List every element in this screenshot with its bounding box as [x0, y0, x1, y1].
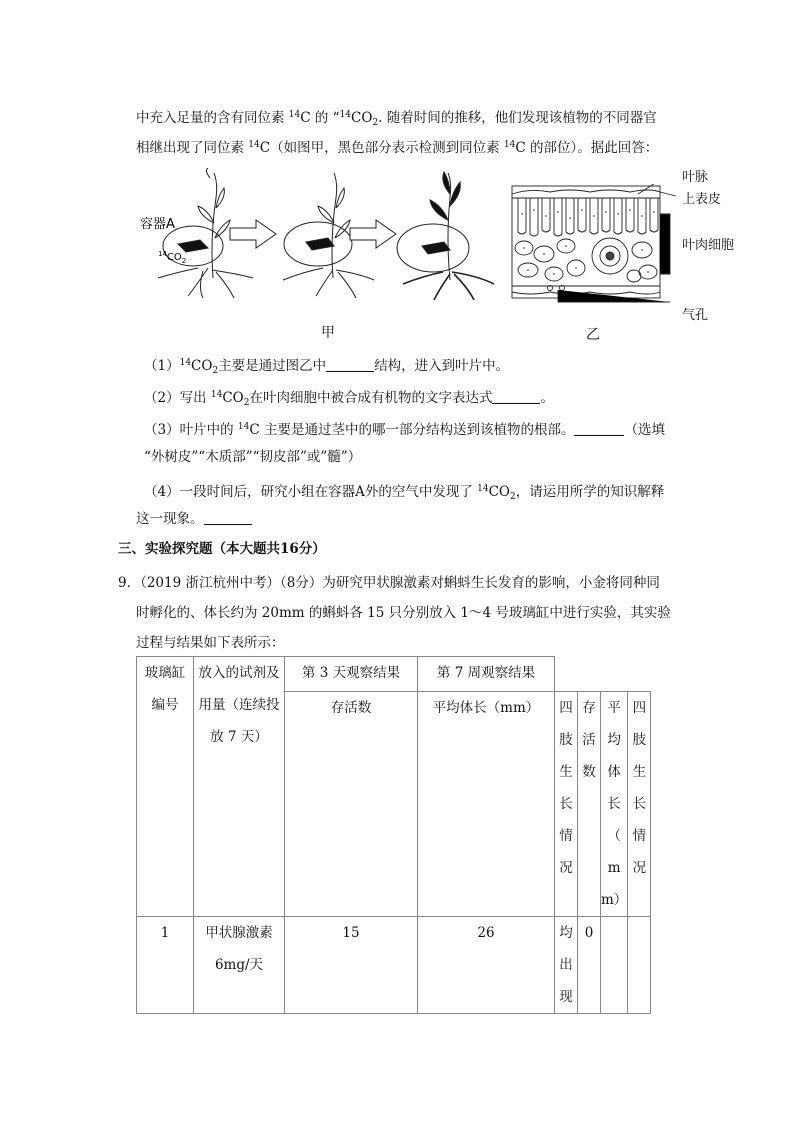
intro-line-2: 相继出现了同位素 $^{14}$C（如图甲，黑色部分表示检测到同位素 $^{14}$C 的部位）。据此回答： [136, 140, 659, 156]
header-avg-length: 平均体长（mm） [418, 692, 555, 917]
figure-yi-leaf-section [510, 184, 690, 304]
row1-survival-2: 0 [578, 917, 601, 1014]
q9-line-1: 9．（2019 浙江杭州中考）（8分）为研究甲状腺激素对蝌蚪生长发育的影响，小金将同种同 [118, 575, 660, 591]
row1-limb-growth-2 [628, 917, 651, 1014]
section-title: 三、实验探究题（本大题共16分） [118, 541, 326, 557]
caption-yi: 乙 [586, 327, 600, 343]
question-1: $(1)^{14}CO_2$主要是通过图乙中 结构，进入到叶片中。 [144, 358, 510, 376]
answer-blank-1[interactable] [326, 359, 374, 372]
row1-survival: 15 [285, 917, 418, 1014]
label-stoma: 气孔 [682, 308, 709, 323]
experiment-table [136, 656, 651, 1014]
intro-line-1: 中充入足量的含有同位素 $^{14}$C 的 “$^{14}CO_2$. 随着时间的推移，他们发现该植物的不同器官 [136, 110, 657, 128]
q9-line-2: 时孵化的、体长约为 20mm 的蝌蚪各 15 只分别放入 1～4 号玻璃缸中进行实验，其实验 [136, 605, 671, 621]
header-survival: 存活数 [285, 692, 418, 917]
header-limb-growth-1: 四 肢 生 长 情 况 [555, 692, 578, 917]
co2-label: $^{14}CO_2$ [158, 250, 187, 265]
label-upper-epidermis: 上表皮 [682, 192, 722, 207]
header-survival-2: 存 活 数 [578, 692, 601, 917]
header-reagent: 放入的试剂及 用量（连续投 放 7 天） [194, 657, 285, 917]
question-4-line-2: 这一现象。 [136, 510, 252, 528]
question-3: （3）叶片中的 $^{14}$C 主要是通过茎中的哪一部分结构送到该植物的根部。 （选填 [144, 422, 665, 438]
question-4: （4）一段时间后，研究小组在容器A外的空气中发现了 $^{14}CO_2$，请运用所学的知识解释 [144, 484, 665, 502]
figure-jia-plants [138, 168, 518, 308]
row1-reagent: 甲状腺激素 6mg/天 [194, 917, 285, 1014]
header-week7: 第 7 周观察结果 [418, 657, 555, 692]
header-day3: 第 3 天观察结果 [285, 657, 418, 692]
answer-blank-4[interactable] [204, 512, 252, 525]
header-avg-length-2: 平 均 体 长 （ m m） [601, 692, 628, 917]
header-limb-growth-2: 四 肢 生 长 情 况 [628, 692, 651, 917]
row1-avg-length-2 [601, 917, 628, 1014]
row1-avg-length: 26 [418, 917, 555, 1014]
q9-line-3: 过程与结果如下表所示： [136, 635, 285, 651]
container-a-label: 容器A [140, 217, 175, 232]
label-vein: 叶脉 [682, 170, 709, 185]
row1-tank: 1 [137, 917, 194, 1014]
header-tank-no: 玻璃缸 编号 [137, 657, 194, 917]
question-2: （2）写出 $^{14}CO_2$在叶肉细胞中被合成有机物的文字表达式 。 [144, 390, 554, 408]
question-3-options: “外树皮”“木质部”“韧皮部”或”髓”） [144, 449, 362, 465]
answer-blank-2[interactable] [492, 391, 540, 404]
caption-jia: 甲 [321, 325, 335, 341]
header-empty [555, 657, 651, 692]
label-mesophyll-cell: 叶肉细胞 [682, 238, 735, 253]
row1-limb-growth: 均 出 现 [555, 917, 578, 1014]
answer-blank-3[interactable] [574, 423, 624, 436]
